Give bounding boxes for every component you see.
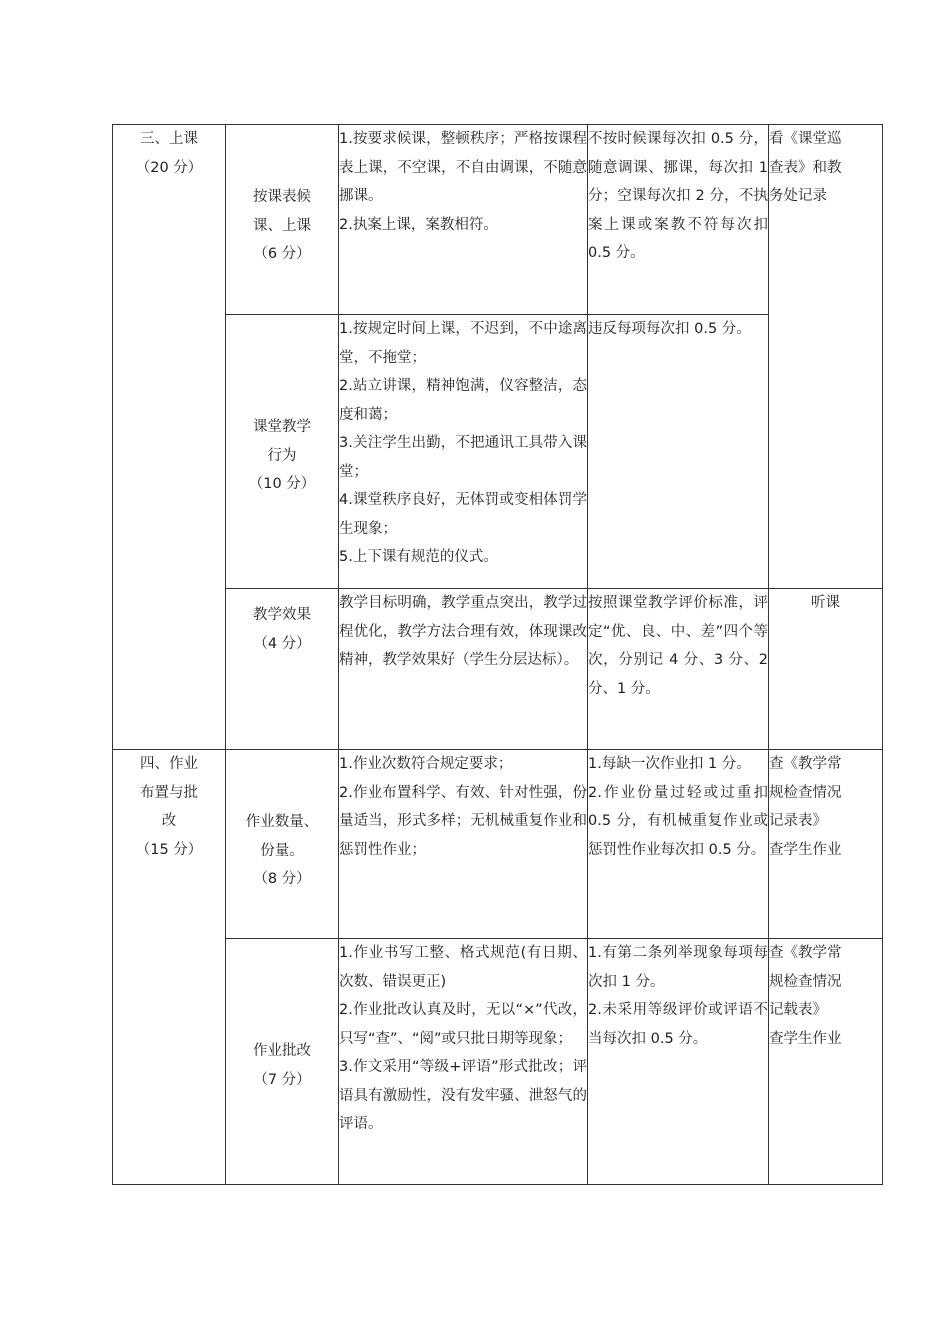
method-text: 记录表》	[769, 813, 827, 829]
table-row	[113, 589, 883, 750]
category-title: 改	[161, 813, 177, 829]
standard-text: 按照课堂教学评价标准，评定“优、良、中、差”四个等次，分别记 4 分、3 分、2 分、1 分。	[588, 595, 768, 697]
method-text: 务处记录	[769, 188, 827, 204]
category-title: 布置与批	[140, 784, 198, 801]
standard-cell	[588, 315, 769, 589]
table-row	[113, 939, 883, 1185]
category-cell	[113, 125, 226, 750]
standard-text: 1.每缺一次作业扣 1 分。	[588, 756, 751, 772]
requirements-cell	[339, 125, 588, 315]
method-cell	[769, 589, 883, 750]
requirement-text: 3.作文采用“等级+评语”形式批改；评语具有激励性，没有发牢骚、泄怒气的评语。	[339, 1059, 587, 1132]
requirement-text: 1.按规定时间上课，不迟到，不中途离堂，不拖堂；	[339, 321, 587, 366]
item-label: 按课表候	[253, 189, 311, 205]
item-label: 课堂教学	[253, 419, 311, 435]
standard-cell	[588, 589, 769, 750]
category-title: 四、作业	[140, 756, 198, 772]
item-cell	[226, 939, 339, 1185]
table-row	[113, 750, 883, 939]
method-cell	[769, 939, 883, 1185]
method-text: 查表》和教	[769, 159, 842, 176]
method-text: 听课	[811, 595, 840, 611]
category-score: （15 分）	[135, 841, 203, 858]
requirements-cell	[339, 589, 588, 750]
method-cell	[769, 750, 883, 939]
item-cell	[226, 315, 339, 589]
requirement-text: 教学目标明确，教学重点突出，教学过程优化，教学方法合理有效，体现课改精神，教学效果好（学生分层达标）。	[339, 595, 587, 668]
requirement-text: 2.站立讲课，精神饱满，仪容整洁，态度和蔼；	[339, 378, 587, 423]
category-score: （20 分）	[135, 159, 203, 176]
requirement-text: 1.作业次数符合规定要求；	[339, 756, 513, 772]
standard-cell	[588, 750, 769, 939]
table-row	[113, 315, 883, 589]
requirements-cell	[339, 315, 588, 589]
item-score: （7 分）	[253, 1071, 311, 1088]
requirement-text: 5.上下课有规范的仪式。	[339, 549, 498, 565]
evaluation-table	[112, 124, 883, 1185]
item-label: 教学效果	[253, 607, 311, 623]
item-score: （10 分）	[248, 476, 316, 492]
requirement-text: 4.课堂秩序良好，无体罚或变相体罚学生现象；	[339, 492, 587, 537]
item-label: 作业数量、	[245, 814, 319, 830]
method-text: 规检查情况	[769, 784, 842, 801]
method-text: 查《教学常	[769, 756, 842, 772]
item-cell	[226, 589, 339, 750]
requirement-text: 2.作业布置科学、有效、针对性强，份量适当，形式多样；无机械重复作业和惩罚性作业；	[339, 784, 587, 858]
standard-text: 1.有第二条列举现象每项每次扣 1 分。	[588, 945, 768, 990]
table-row	[113, 125, 883, 315]
item-label: 作业批改	[253, 1043, 311, 1059]
standard-cell	[588, 125, 769, 315]
category-title: 三、上课	[140, 131, 198, 147]
method-text: 查学生作业	[769, 841, 842, 858]
requirement-text: 1.作业书写工整、格式规范(有日期、次数、错误更正)	[339, 945, 587, 990]
standard-cell	[588, 939, 769, 1185]
requirement-text: 2.作业批改认真及时，无以“×”代改，只写“查”、“阅”或只批日期等现象；	[339, 1002, 587, 1047]
requirement-text: 2.执案上课，案教相符。	[339, 216, 498, 233]
item-label: 课、上课	[253, 217, 311, 234]
standard-text: 2.作业份量过轻或过重扣 0.5 分，有机械重复作业或惩罚性作业每次扣 0.5 分。	[588, 784, 768, 858]
requirement-text: 1.按要求候课，整顿秩序；严格按课程表上课，不空课，不自由调课，不随意挪课。	[339, 131, 587, 204]
item-cell	[226, 750, 339, 939]
item-cell	[226, 125, 339, 315]
method-text: 看《课堂巡	[769, 131, 842, 147]
item-score: （8 分）	[253, 871, 311, 887]
method-text: 记载表》	[769, 1002, 827, 1018]
requirement-text: 3.关注学生出勤，不把通讯工具带入课堂；	[339, 435, 587, 480]
requirements-cell	[339, 939, 588, 1185]
category-cell	[113, 750, 226, 1185]
requirements-cell	[339, 750, 588, 939]
standard-text: 不按时候课每次扣 0.5 分，随意调课、挪课，每次扣 1 分；空课每次扣 2 分，不执案上课或案教不符每次扣 0.5 分。	[588, 131, 768, 261]
item-score: （4 分）	[253, 635, 311, 652]
method-cell	[769, 125, 883, 589]
item-label: 行为	[267, 447, 297, 464]
standard-text: 违反每项每次扣 0.5 分。	[588, 321, 751, 337]
item-score: （6 分）	[253, 246, 311, 262]
method-text: 查学生作业	[769, 1030, 842, 1047]
method-text: 规检查情况	[769, 973, 842, 990]
item-label: 份量。	[260, 842, 304, 859]
standard-text: 2.未采用等级评价或评语不当每次扣 0.5 分。	[588, 1002, 768, 1047]
method-text: 查《教学常	[769, 945, 842, 961]
